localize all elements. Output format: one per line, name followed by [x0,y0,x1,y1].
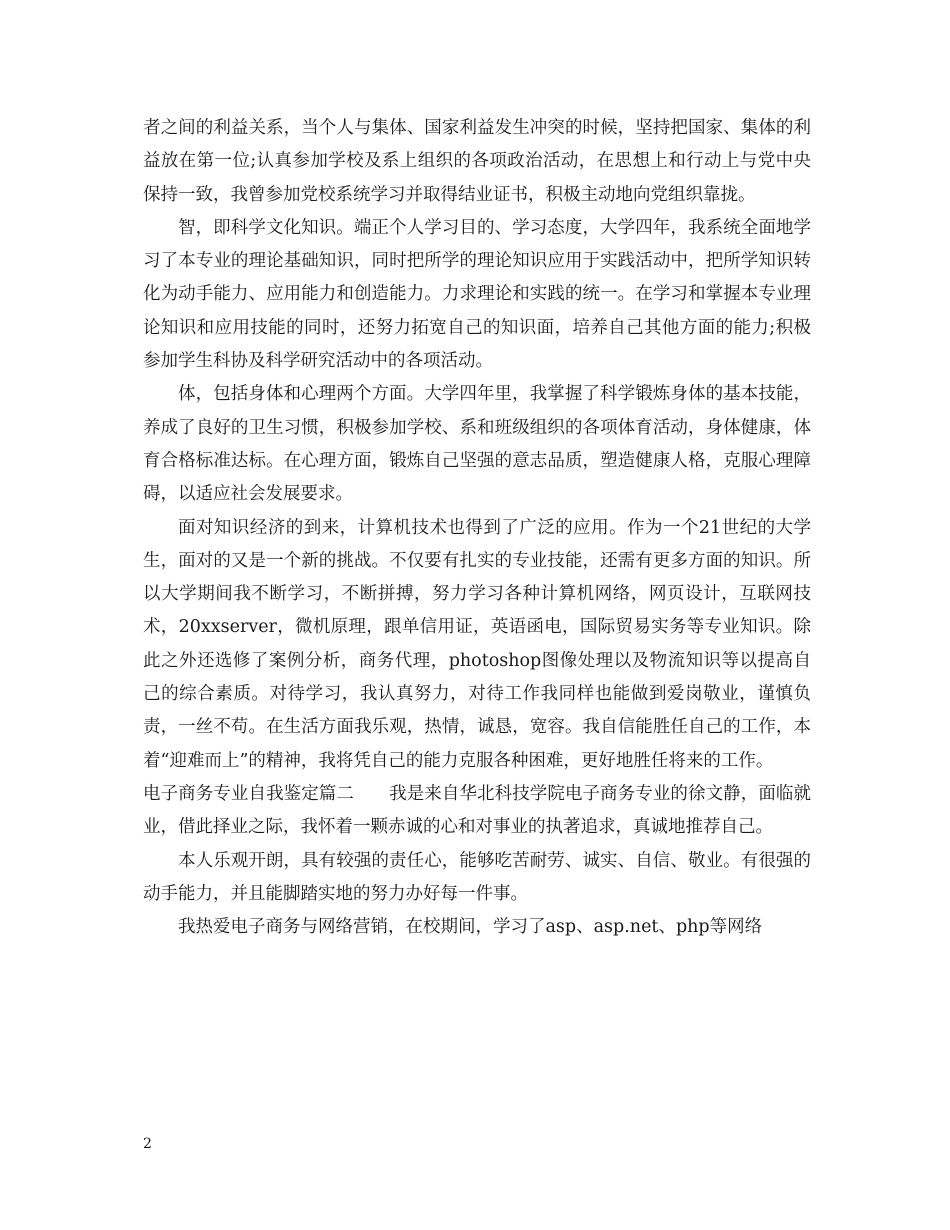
paragraph-ecommerce: 我热爱电子商务与网络营销，在校期间，学习了asp、asp.net、php等网络 [178,917,763,938]
paragraph-personality: 本人乐观开朗，具有较强的责任心，能够吃苦耐劳、诚实、自信、敬业。有很强的动手能力，并且能脚踏实地的努力办好每一件事。 [143,850,811,904]
page-number: 2 [143,1136,152,1152]
paragraph-intellect: 智，即科学文化知识。端正个人学习目的、学习态度，大学四年，我系统全面地学习了本专业的理论基础知识，同时把所学的理论知识应用于实践活动中，把所学知识转化为动手能力、应用能力和创造能力。力求理论和实践的统一。在学习和掌握本专业理论知识和应用技能的同时，还努力拓宽自己的知识面，培养自己其他方面的能力;积极参加学生科协及科学研究活动中的各项活动。 [143,217,811,372]
paragraph-section-two-heading: 电子商务专业自我鉴定篇二 我是来自华北科技学院电子商务专业的徐文静，面临就业，借此择业之际，我怀着一颗赤诚的心和对事业的执著追求，真诚地推荐自己。 [143,783,811,838]
paragraph-computer-skills: 面对知识经济的到来，计算机技术也得到了广泛的应用。作为一个21世纪的大学生，面对的又是一个新的挑战。不仅要有扎实的专业技能，还需有更多方面的知识。所以大学期间我不断学习，不断拼搏，努力学习各种计算机网络，网页设计，互联网技术，20xxserver，微机原理，跟单信用证，英语函电，国际贸易实务等专业知识。除此之外还选修了案例分析，商务代理，photoshop图像处理以及物流知识等以提高自己的综合素质。对待学习，我认真努力，对待工作我同样也能做到爱岗敬业，谨慎负责，一丝不苟。在生活方面我乐观，热情，诚恳，宽容。我自信能胜任自己的工作，本着“迎难而上”的精神，我将凭自己的能力克服各种困难，更好地胜任将来的工作。 [143,517,811,771]
paragraph-continuation: 者之间的利益关系，当个人与集体、国家利益发生冲突的时候，坚持把国家、集体的利益放在第一位;认真参加学校及系上组织的各项政治活动，在思想上和行动上与党中央保持一致，我曾参加党校系统学习并取得结业证书，积极主动地向党组织靠拢。 [143,118,811,205]
paragraph-physical: 体，包括身体和心理两个方面。大学四年里，我掌握了科学锻炼身体的基本技能，养成了良好的卫生习惯，积极参加学校、系和班级组织的各项体育活动，身体健康，体育合格标准达标。在心理方面，锻炼自己坚强的意志品质，塑造健康人格，克服心理障碍，以适应社会发展要求。 [143,384,811,505]
document-body [143,112,811,944]
